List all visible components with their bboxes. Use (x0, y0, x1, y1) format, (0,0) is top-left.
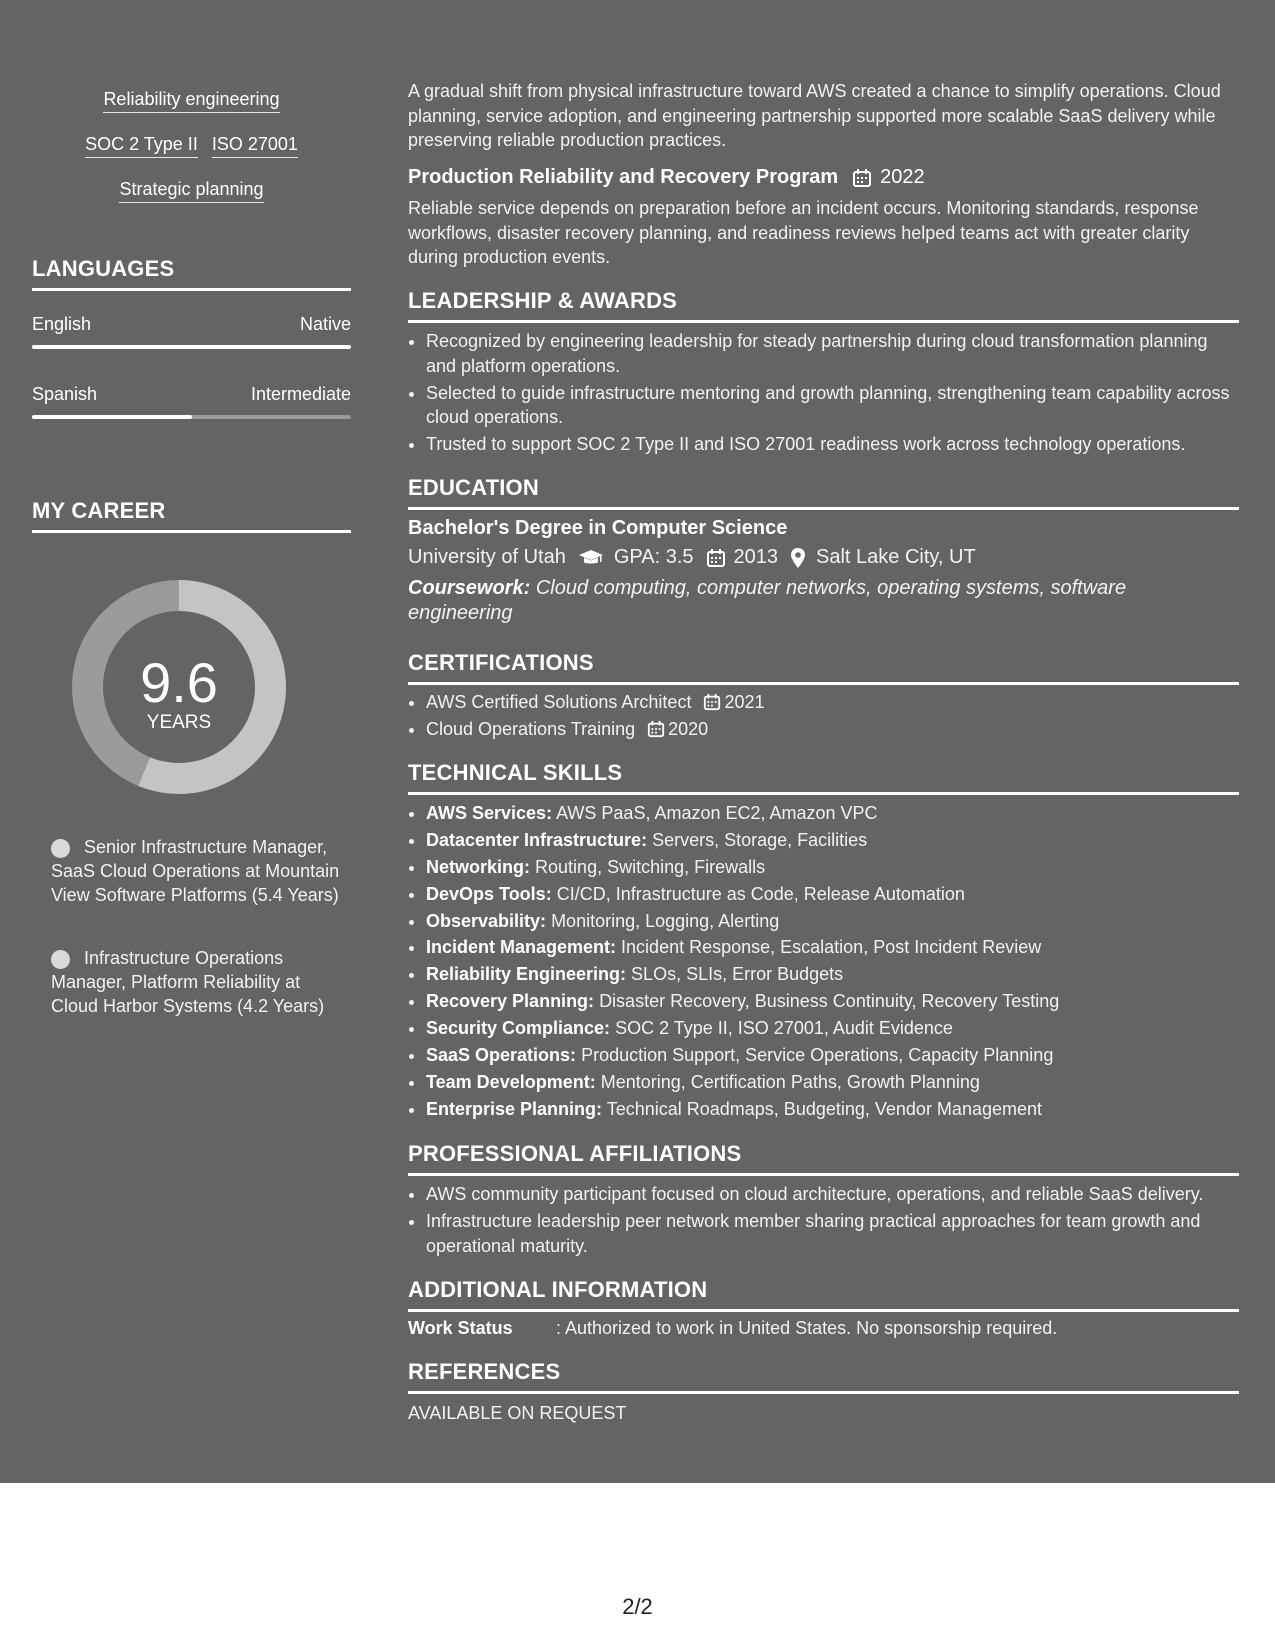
list-item: • Trusted to support SOC 2 Type II and ISO 27001 readiness work across technology operations. (426, 432, 1239, 457)
skill-value: Routing, Switching, Firewalls (535, 856, 766, 877)
list-item: • Recognized by engineering leadership for steady partnership during cloud transformation planning and platform operations. (426, 329, 1239, 378)
cert-year: 2020 (668, 719, 709, 739)
language-level: Native (299, 314, 351, 334)
list-item: • AWS community participant focused on cloud architecture, operations, and reliable SaaS delivery. (426, 1182, 1239, 1207)
skill-label: Observability: (426, 910, 547, 931)
list-item (426, 717, 1239, 742)
list-item: • Selected to guide infrastructure mentoring and growth planning, strengthening team capability across cloud operations. (426, 381, 1239, 430)
language-name: English (32, 314, 92, 334)
career-item-text: Senior Infrastructure Manager, SaaS Cloud Operations at Mountain View Software Platforms (5.4 Years) (51, 837, 340, 905)
skill-item (426, 1016, 1239, 1041)
program-description: Reliable service depends on preparation before an incident occurs. Monitoring standards, response workflows, disaster recovery planning, and readiness reviews helped teams act with greater clarity during production events. (408, 198, 1199, 267)
leadership-list (408, 329, 1239, 459)
years-label: YEARS (146, 712, 212, 733)
language-item (32, 384, 351, 419)
career-years-donut (32, 565, 351, 805)
program-title: Production Reliability and Recovery Program (408, 166, 839, 188)
calendar-icon (852, 168, 872, 188)
skill-tag: SOC 2 Type II (85, 133, 198, 158)
language-item (32, 314, 351, 349)
skill-tag: Reliability engineering (103, 88, 279, 113)
skill-item (426, 962, 1239, 987)
affiliations-list (408, 1182, 1239, 1261)
language-bar-fill (32, 415, 192, 419)
coursework-label: Coursework: (408, 577, 531, 599)
skill-label: Enterprise Planning: (426, 1098, 603, 1119)
languages-title: LANGUAGES (32, 256, 351, 291)
calendar-icon (706, 548, 726, 568)
education-details (408, 546, 976, 569)
program-heading (408, 166, 925, 189)
skill-label: Recovery Planning: (426, 991, 595, 1012)
additional-info-title: ADDITIONAL INFORMATION (408, 1277, 1239, 1312)
coursework-text: Cloud computing, computer networks, operating systems, software engineering (408, 577, 1127, 624)
work-status-value: : Authorized to work in United States. No sponsorship required. (556, 1318, 1058, 1338)
skill-value: Production Support, Service Operations, Capacity Planning (581, 1045, 1054, 1066)
cert-name: AWS Certified Solutions Architect (426, 692, 692, 712)
career-item (32, 835, 351, 907)
tag-row (32, 88, 351, 113)
cert-year: 2021 (724, 692, 765, 712)
education-title: EDUCATION (408, 475, 1239, 510)
skill-tag: Strategic planning (119, 178, 263, 203)
skill-label: Incident Management: (426, 937, 617, 958)
skill-item (426, 801, 1239, 826)
skill-tag: ISO 27001 (212, 133, 298, 158)
program-year: 2022 (880, 166, 925, 188)
career-item-text: Infrastructure Operations Manager, Platform Reliability at Cloud Harbor Systems (4.2 Years) (51, 948, 325, 1016)
skill-value: Servers, Storage, Facilities (652, 829, 868, 850)
skill-item (426, 882, 1239, 907)
degree-title: Bachelor's Degree in Computer Science (408, 517, 788, 539)
language-level: Intermediate (250, 384, 351, 404)
skill-item (426, 989, 1239, 1014)
language-bar (32, 415, 351, 419)
references-title: REFERENCES (408, 1359, 1239, 1394)
skills-title: TECHNICAL SKILLS (408, 760, 1239, 795)
skill-value: Mentoring, Certification Paths, Growth Planning (600, 1071, 980, 1092)
skill-item (426, 1043, 1239, 1068)
work-status-label: Work Status (408, 1318, 513, 1338)
intro-paragraph: A gradual shift from physical infrastructure toward AWS created a chance to simplify operations. Cloud planning, service adoption, and engineering partnership supported more scalable SaaS delivery while preserving reliable production practices. (408, 81, 1221, 150)
certifications-title: CERTIFICATIONS (408, 650, 1239, 685)
career-item (32, 946, 351, 1018)
skill-item (426, 909, 1239, 934)
leadership-title: LEADERSHIP & AWARDS (408, 288, 1239, 323)
skill-label: Networking: (426, 856, 531, 877)
skill-item (426, 1097, 1239, 1122)
skill-value: CI/CD, Infrastructure as Code, Release Automation (556, 883, 965, 904)
skill-item (426, 855, 1239, 880)
skill-label: Security Compliance: (426, 1018, 611, 1039)
language-bar-fill (32, 345, 351, 349)
list-item (426, 690, 1239, 715)
calendar-icon (703, 693, 721, 711)
cert-name: Cloud Operations Training (426, 719, 636, 739)
skill-label: SaaS Operations: (426, 1045, 577, 1066)
skill-value: Technical Roadmaps, Budgeting, Vendor Management (606, 1098, 1042, 1119)
skill-item (426, 828, 1239, 853)
language-bar (32, 345, 351, 349)
list-item: • Infrastructure leadership peer network member sharing practical approaches for team growth and operational maturity. (426, 1209, 1239, 1258)
skill-item (426, 1070, 1239, 1095)
references-value: AVAILABLE ON REQUEST (408, 1403, 627, 1423)
school-location: Salt Lake City, UT (816, 546, 976, 568)
skill-value: SOC 2 Type II, ISO 27001, Audit Evidence (615, 1018, 953, 1039)
career-dot-icon (51, 839, 70, 858)
certifications-list (408, 690, 1239, 744)
skill-label: DevOps Tools: (426, 883, 552, 904)
affiliations-title: PROFESSIONAL AFFILIATIONS (408, 1141, 1239, 1176)
skill-value: SLOs, SLIs, Error Budgets (631, 964, 844, 985)
skill-label: Team Development: (426, 1071, 596, 1092)
skill-item (426, 935, 1239, 960)
graduation-cap-icon (578, 548, 604, 568)
skill-value: Monitoring, Logging, Alerting (551, 910, 780, 931)
work-status-row (408, 1318, 1239, 1339)
tag-row (32, 178, 351, 203)
language-name: Spanish (32, 384, 98, 404)
skill-value: Incident Response, Escalation, Post Incident Review (621, 937, 1042, 958)
graduation-year: 2013 (733, 546, 779, 568)
career-dot-icon (51, 950, 70, 969)
school-name: University of Utah (408, 546, 566, 568)
skill-value: AWS PaaS, Amazon EC2, Amazon VPC (556, 803, 878, 823)
career-title: MY CAREER (32, 498, 351, 533)
skills-list (408, 801, 1239, 1124)
skill-label: Datacenter Infrastructure: (426, 829, 648, 850)
tag-row (32, 133, 351, 158)
skill-value: Disaster Recovery, Business Continuity, Recovery Testing (599, 991, 1060, 1012)
years-value: 9.6 (140, 651, 218, 714)
skill-label: Reliability Engineering: (426, 964, 627, 985)
location-pin-icon (790, 547, 806, 569)
page-number: 2/2 (622, 1594, 653, 1619)
calendar-icon (647, 720, 665, 738)
gpa: GPA: 3.5 (613, 546, 694, 568)
skill-label: AWS Services: (426, 803, 553, 823)
coursework (408, 576, 1168, 626)
